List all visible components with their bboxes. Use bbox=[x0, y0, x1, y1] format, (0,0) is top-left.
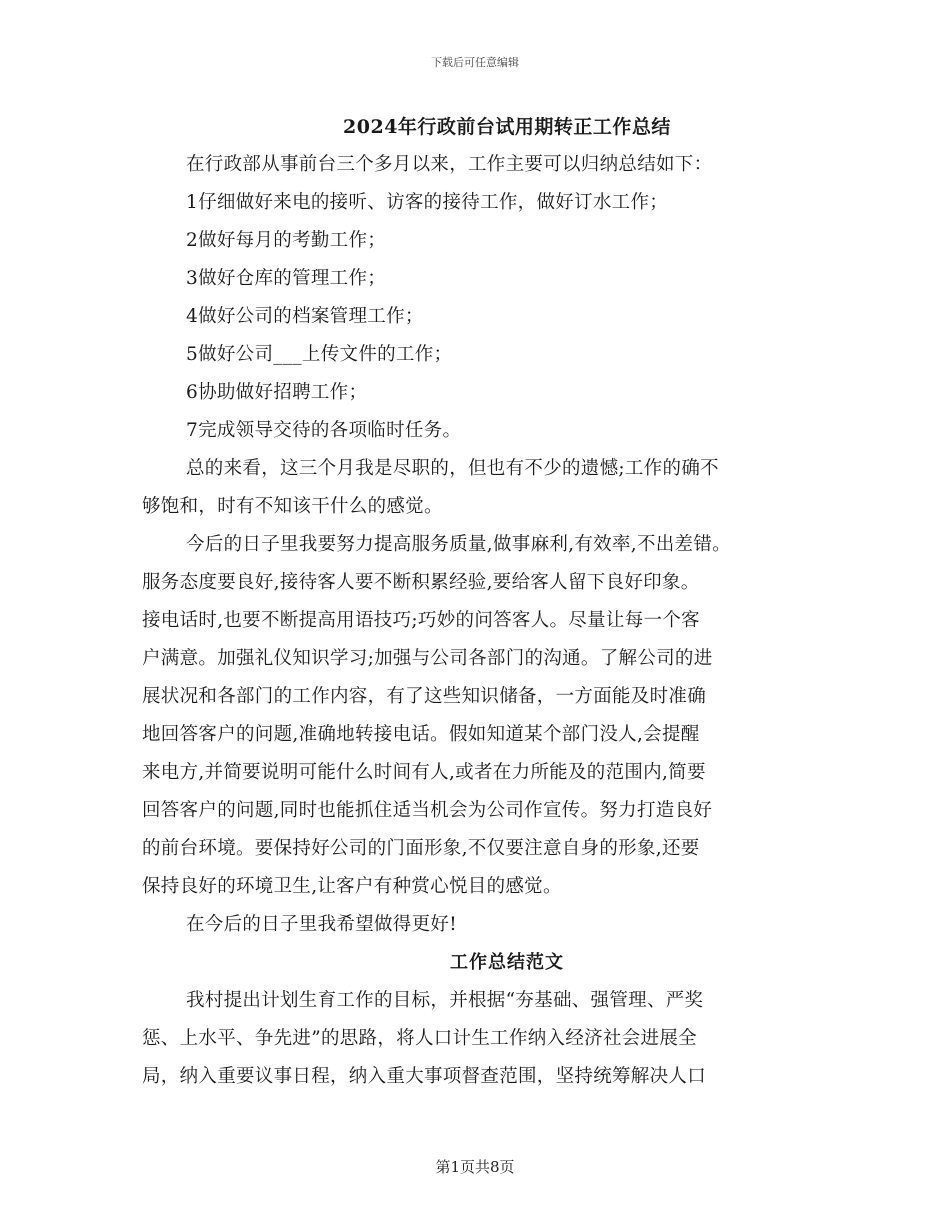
text-line: 展状况和各部门的工作内容，有了这些知识储备，一方面能及时准确 bbox=[142, 686, 707, 707]
text-line: 服务态度要良好,接待客人要不断积累经验,要给客人留下良好印象。 bbox=[142, 572, 700, 593]
text-line: 回答客户的问题,同时也能抓住适当机会为公司作宣传。努力打造良好 bbox=[142, 800, 713, 821]
text-line: 在今后的日子里我希望做得更好! bbox=[186, 914, 457, 935]
text-line: 接电话时,也要不断提高用语技巧;巧妙的问答客人。尽量让每一个客 bbox=[142, 610, 700, 631]
body-paragraphs bbox=[142, 146, 832, 944]
text-line: 来电方,并简要说明可能什么时间有人,或者在力所能及的范围内,简要 bbox=[142, 762, 706, 783]
text-line: 7完成领导交待的各项临时任务。 bbox=[186, 420, 462, 441]
text-line: 的前台环境。要保持好公司的门面形象,不仅要注意自身的形象,还要 bbox=[142, 838, 700, 859]
text-line: 今后的日子里我要努力提高服务质量,做事麻利,有效率,不出差错。 bbox=[186, 534, 731, 555]
text-line: 2做好每月的考勤工作； bbox=[186, 230, 387, 251]
text-line: 我村提出计划生育工作的目标，并根据“夯基础、强管理、严奖 bbox=[186, 990, 704, 1011]
text-line: 在行政部从事前台三个多月以来，工作主要可以归纳总结如下： bbox=[186, 154, 713, 175]
text-line: 6协助做好招聘工作； bbox=[186, 382, 368, 403]
text-line: 1仔细做好来电的接听、访客的接待工作，做好订水工作； bbox=[186, 192, 669, 213]
section-title: 工作总结范文 bbox=[450, 952, 564, 973]
page-footer-number: 第1页共8页 bbox=[435, 1158, 515, 1176]
document-title: 2024年行政前台试用期转正工作总结 bbox=[343, 116, 671, 138]
text-line: 5做好公司___上传文件的工作； bbox=[186, 344, 453, 365]
text-line: 3做好仓库的管理工作； bbox=[186, 268, 387, 289]
document-body bbox=[142, 108, 832, 1096]
page-header-note: 下载后可任意编辑 bbox=[431, 56, 519, 69]
text-line: 惩、上水平、争先进”的思路，将人口计生工作纳入经济社会进展全 bbox=[142, 1028, 697, 1049]
text-line: 总的来看，这三个月我是尽职的，但也有不少的遗憾;工作的确不 bbox=[186, 458, 719, 479]
text-line: 保持良好的环境卫生,让客户有种赏心悦目的感觉。 bbox=[142, 876, 562, 897]
text-line: 够饱和，时有不知该干什么的感觉。 bbox=[142, 496, 443, 517]
text-line: 户满意。加强礼仪知识学习;加强与公司各部门的沟通。了解公司的进 bbox=[142, 648, 713, 669]
text-line: 局，纳入重要议事日程，纳入重大事项督查范围，坚持统筹解决人口 bbox=[142, 1066, 707, 1087]
text-line: 地回答客户的问题,准确地转接电话。假如知道某个部门没人,会提醒 bbox=[142, 724, 700, 745]
text-line: 4做好公司的档案管理工作； bbox=[186, 306, 424, 327]
section-paragraphs bbox=[142, 982, 832, 1096]
